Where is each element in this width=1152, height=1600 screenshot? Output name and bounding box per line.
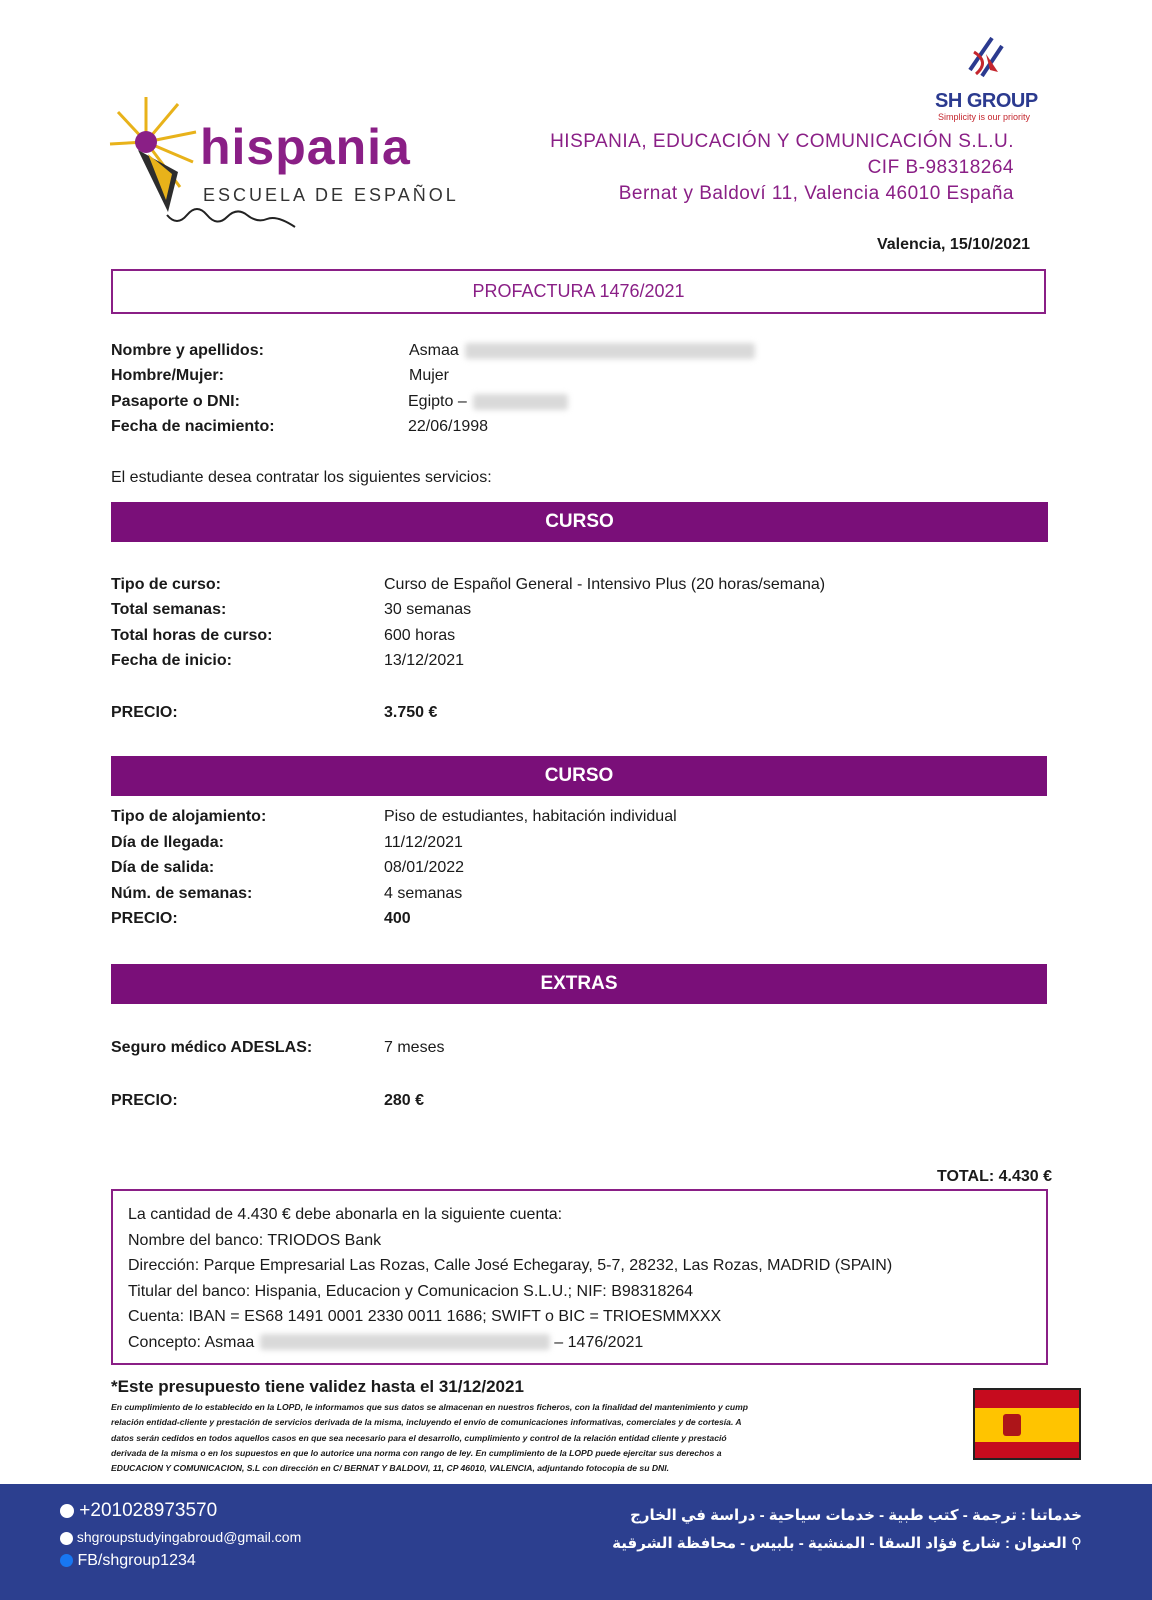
- redacted-concept-name: [260, 1334, 550, 1350]
- student-value: 22/06/1998: [408, 418, 489, 435]
- accommodation-price-label: PRECIO:: [111, 910, 178, 927]
- footer-facebook[interactable]: FB/shgroup1234: [60, 1552, 196, 1570]
- accommodation-heading: CURSO: [544, 765, 614, 786]
- services-intro: El estudiante desea contratar los siguientes servicios:: [111, 469, 492, 486]
- insurance-value: 7 meses: [384, 1039, 445, 1056]
- footer-services: خدماتنا : ترجمة - كتب طبية - خدمات سياحية - دراسة في الخارج: [630, 1507, 1082, 1524]
- accommodation-label: Día de salida:: [111, 859, 215, 876]
- accommodation-value: 11/12/2021: [384, 834, 463, 851]
- course-price-value: 3.750 €: [384, 704, 438, 721]
- accommodation-value: 08/01/2022: [384, 859, 465, 876]
- legal-text: En cumplimiento de lo establecido en la LOPD, le informamos que sus datos se almacenan en nuestros ficheros, con la finalidad del mantenimiento y cump relación entidad-cliente y prestación de servicios derivada de la misma, incluyendo el envío de comunicaciones informativas, comerciales y de cortesía. A datos serán cedidos en todos aquellos casos en que sea necesario para el desarrollo, cumplimiento y control de la relación entidad cliente y prestació derivada de la misma o en los supuestos en que lo autorice una norma con rango de ley. En cumplimiento de la LOPD puede ejercitar sus derechos a EDUCACION Y COMUNICACION, S.L con dirección en C/ BERNAT Y BALDOVI, 11, CP 46010, VALENCIA, adjuntando fotocopia de su DNI.: [111, 1402, 749, 1474]
- location-pin-icon: ⚲: [1071, 1535, 1082, 1552]
- extras-heading: EXTRAS: [540, 973, 618, 994]
- invoice-date: Valencia, 15/10/2021: [876, 236, 1030, 253]
- total-amount: TOTAL: 4.430 €: [937, 1168, 1052, 1185]
- student-value: Asmaa: [409, 342, 755, 360]
- accommodation-label: Tipo de alojamiento:: [111, 808, 267, 825]
- facebook-icon: [60, 1554, 73, 1567]
- sh-group-name: SH GROUP: [935, 90, 1038, 112]
- footer-email[interactable]: shgroupstudyingabroud@gmail.com: [60, 1529, 301, 1545]
- payment-line: La cantidad de 4.430 € debe abonarla en la siguiente cuenta:: [128, 1206, 563, 1223]
- course-label: Total semanas:: [111, 601, 227, 618]
- payment-box: [111, 1189, 1048, 1365]
- student-label: Fecha de nacimiento:: [111, 418, 275, 435]
- redacted-passport: [473, 394, 568, 410]
- sh-group-tagline: Simplicity is our priority: [938, 112, 1031, 122]
- extras-price-value: 280 €: [384, 1092, 425, 1109]
- course-value: 13/12/2021: [384, 652, 465, 669]
- accommodation-label: Día de llegada:: [111, 834, 224, 851]
- student-label: Nombre y apellidos:: [111, 342, 264, 359]
- course-label: Fecha de inicio:: [111, 652, 232, 669]
- payment-concept-line: Concepto: Asmaa – 1476/2021: [128, 1333, 644, 1351]
- course-heading: CURSO: [545, 511, 614, 532]
- spain-flag-icon: [973, 1388, 1081, 1460]
- footer-phone[interactable]: +201028973570: [60, 1500, 217, 1522]
- course-label: Tipo de curso:: [111, 576, 221, 593]
- insurance-label: Seguro médico ADESLAS:: [111, 1039, 313, 1056]
- sh-group-logo-icon: [962, 32, 1006, 86]
- accommodation-label: Núm. de semanas:: [111, 885, 253, 902]
- accommodation-value: Piso de estudiantes, habitación individual: [384, 808, 677, 825]
- email-icon: [60, 1532, 73, 1545]
- student-label: Pasaporte o DNI:: [111, 393, 240, 410]
- validity-note: *Este presupuesto tiene validez hasta el 31/12/2021: [111, 1377, 524, 1396]
- course-heading-band: [111, 502, 1048, 542]
- wave-decoration: [165, 205, 305, 235]
- company-cif: CIF B-98318264: [867, 157, 1014, 178]
- company-address: Bernat y Baldoví 11, Valencia 46010 España: [618, 183, 1014, 204]
- extras-price-label: PRECIO:: [111, 1092, 178, 1109]
- payment-line: Nombre del banco: TRIODOS Bank: [128, 1231, 382, 1249]
- course-value: 30 semanas: [384, 601, 472, 618]
- logo-wordmark: hispania: [200, 119, 411, 175]
- whatsapp-icon: [60, 1504, 74, 1518]
- payment-line: Dirección: Parque Empresarial Las Rozas, Calle José Echegaray, 5-7, 28232, Las Rozas, MADRID (SPAIN): [128, 1257, 893, 1274]
- student-value: Egipto –: [408, 393, 568, 411]
- student-value: Mujer: [409, 367, 450, 384]
- footer-bar: [0, 1484, 1152, 1600]
- course-value: Curso de Español General - Intensivo Plus (20 horas/semana): [384, 576, 826, 593]
- extras-heading-band: [111, 964, 1047, 1004]
- course-price-label: PRECIO:: [111, 704, 178, 721]
- accommodation-heading-band: [111, 756, 1047, 796]
- company-name: HISPANIA, EDUCACIÓN Y COMUNICACIÓN S.L.U.: [550, 131, 1014, 152]
- redacted-name: [465, 343, 755, 359]
- payment-line: Titular del banco: Hispania, Educacion y Comunicacion S.L.U.; NIF: B98318264: [128, 1282, 694, 1300]
- logo-subtitle: ESCUELA DE ESPAÑOL: [203, 185, 459, 205]
- footer-address: ⚲ العنوان : شارع فؤاد السقا - المنشية - بلبيس - محافظة الشرقية: [612, 1535, 1082, 1552]
- course-label: Total horas de curso:: [111, 627, 273, 644]
- accommodation-value: 4 semanas: [384, 885, 463, 902]
- course-value: 600 horas: [384, 627, 456, 644]
- payment-line: Cuenta: IBAN = ES68 1491 0001 2330 0011 1686; SWIFT o BIC = TRIOESMMXXX: [128, 1308, 722, 1325]
- accommodation-price-value: 400: [384, 910, 411, 927]
- student-label: Hombre/Mujer:: [111, 367, 224, 384]
- invoice-title: PROFACTURA 1476/2021: [472, 281, 685, 301]
- invoice-title-box: [111, 269, 1046, 314]
